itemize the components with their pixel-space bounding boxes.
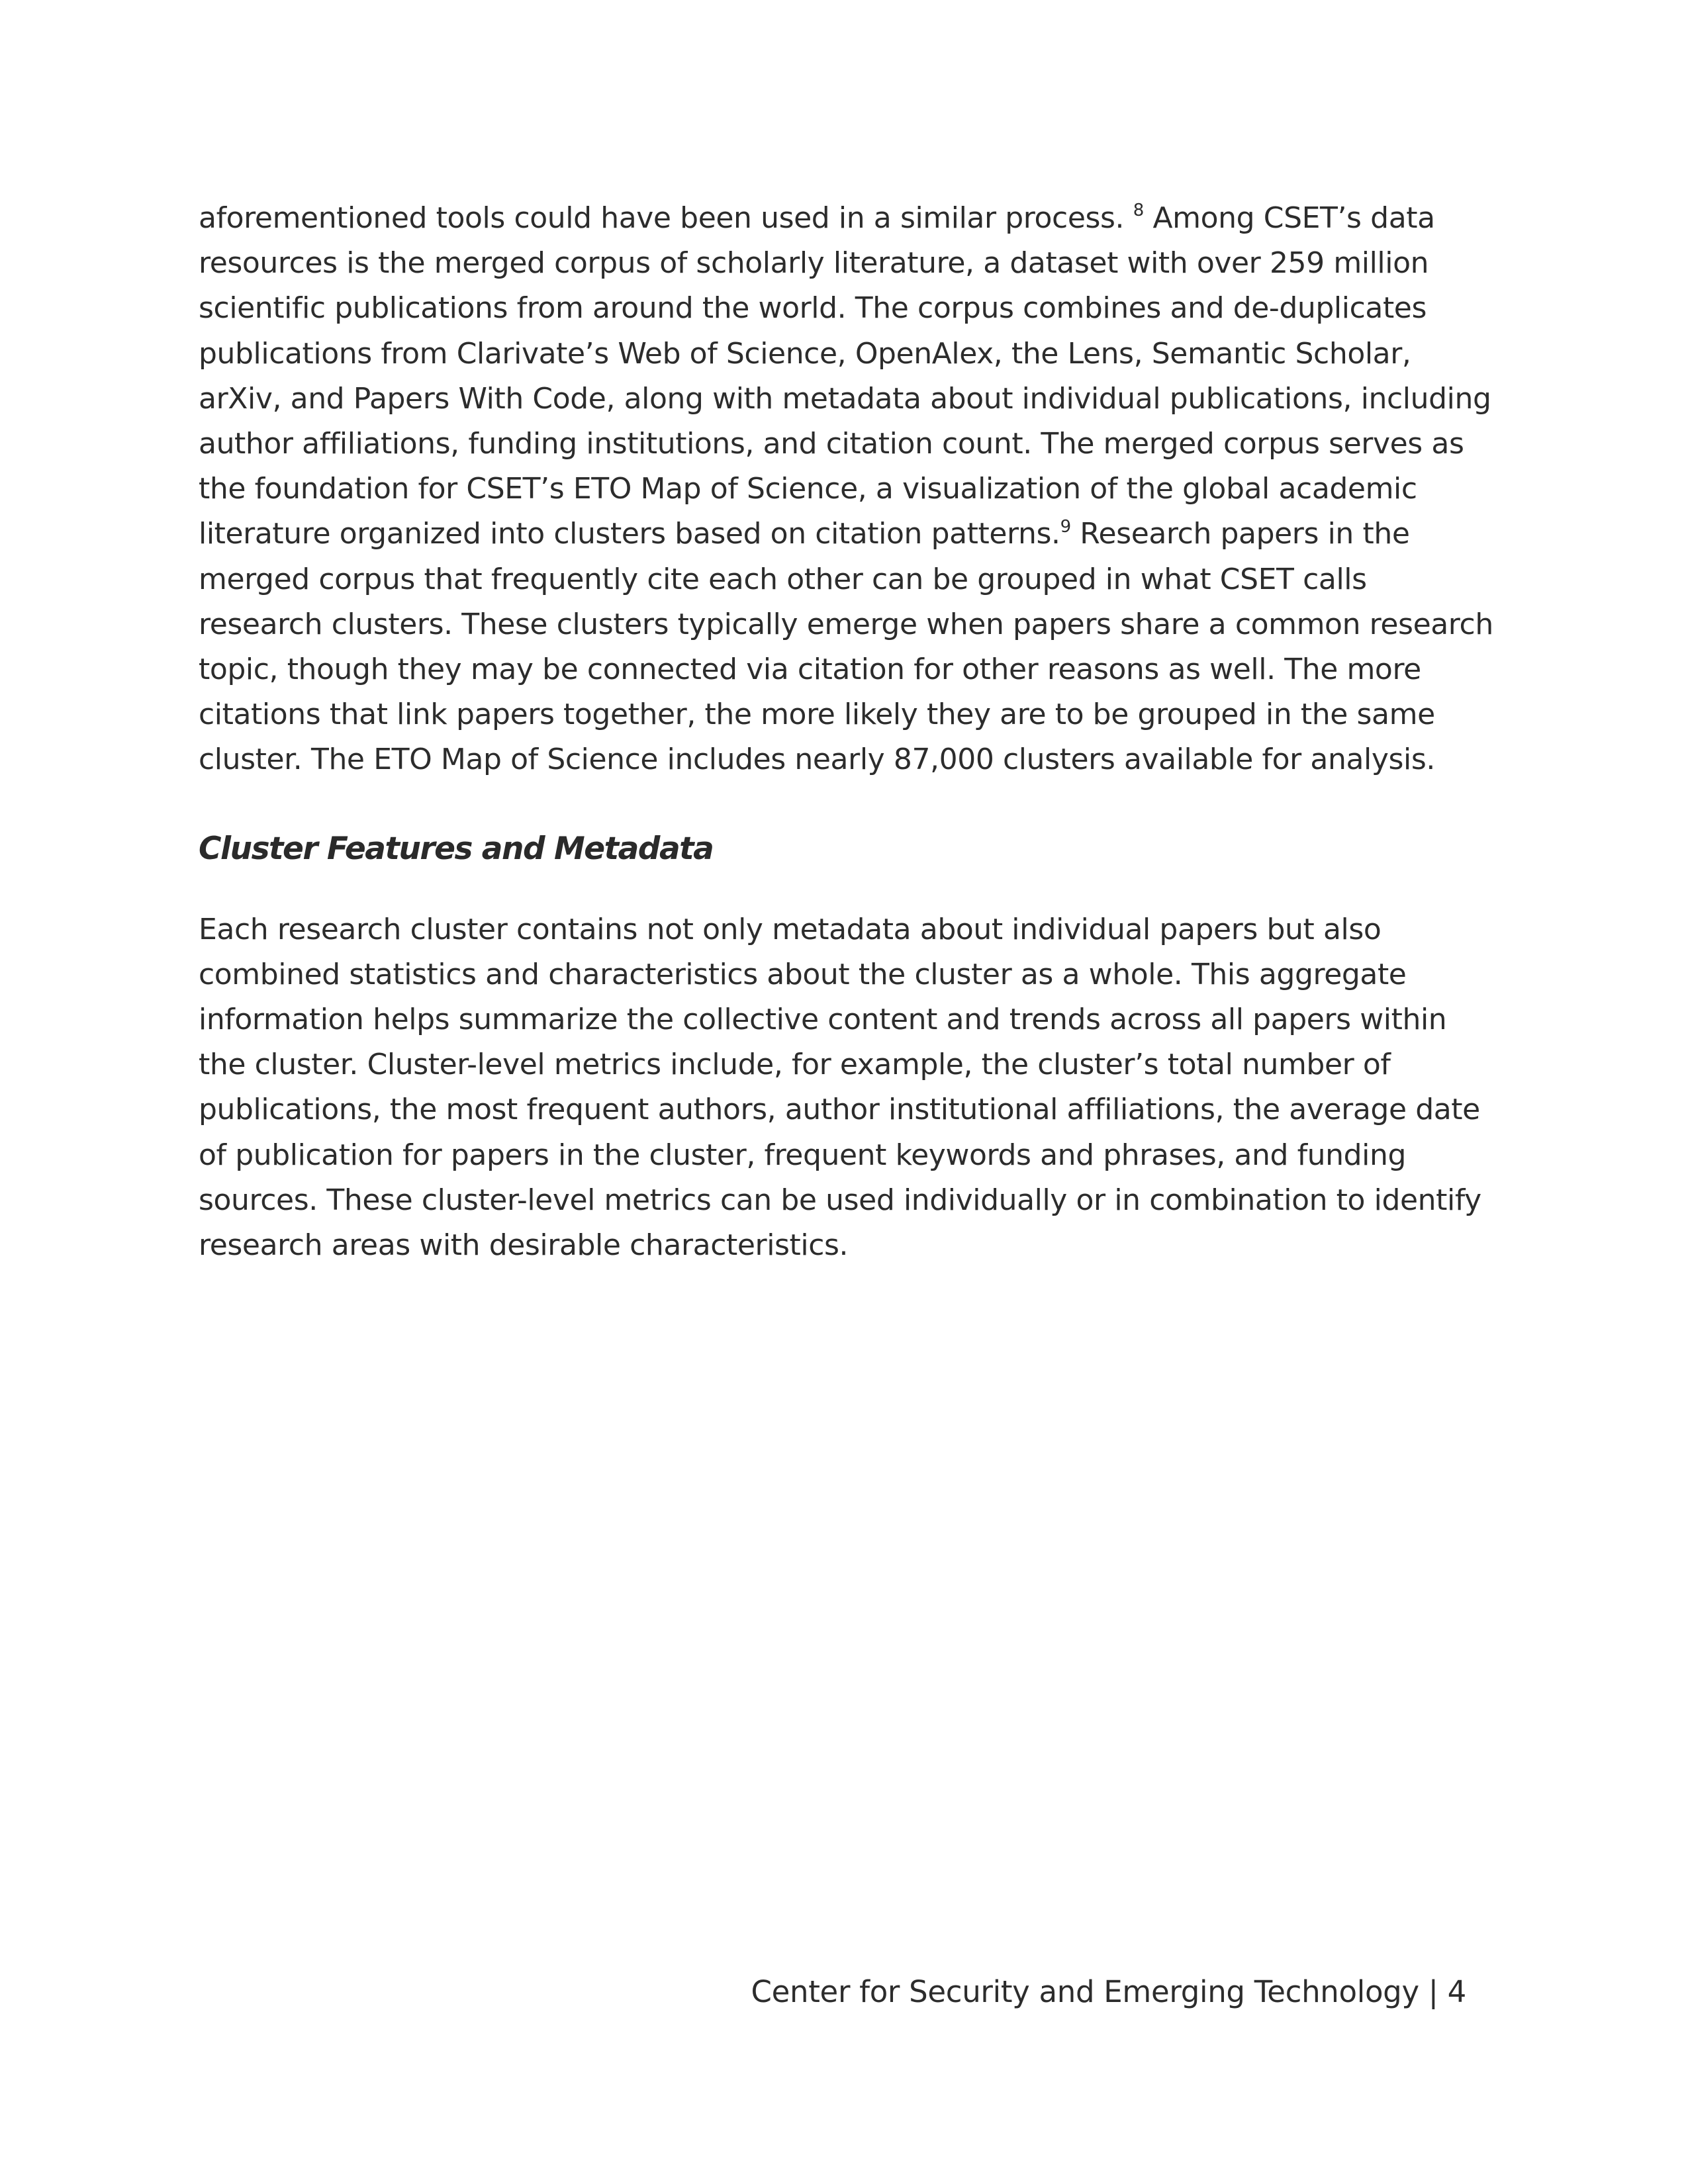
footnote-reference-8[interactable]: 8	[1133, 201, 1144, 221]
section-heading: Cluster Features and Metadata	[199, 830, 714, 867]
page-number: 4	[1447, 1974, 1466, 2009]
paragraph-text: Among CSET’s data resources is the merged corpus of scholarly literature, a dataset with over 259 million scientific publications from around the world. The corpus combines and de-duplicates publications from Clarivate’s Web of Science, OpenAlex, the Lens, Semantic Scholar, arXiv, and Papers With Code, along with metadata about individual publications, including author affiliations, funding institutions, and citation count. The merged corpus serves as the foundation for CSET’s ETO Map of Science, a visualization of the global academic literature organized into clusters based on citation patterns.	[199, 201, 1491, 551]
page-body	[199, 196, 1496, 1268]
footer-organization: Center for Security and Emerging Technology	[751, 1974, 1419, 2009]
page-footer	[0, 1972, 1466, 2012]
footnote-reference-9[interactable]: 9	[1060, 516, 1071, 537]
footer-separator: |	[1419, 1974, 1448, 2009]
body-paragraph-corpus	[199, 196, 1496, 783]
body-paragraph-cluster-features: Each research cluster contains not only metadata about individual papers but also combined statistics and characteristics about the cluster as a whole. This aggregate information helps summarize the collective content and trends across all papers within the cluster. Cluster-level metrics include, for example, the cluster’s total number of publications, the most frequent authors, author institutional affiliations, the average date of publication for papers in the cluster, frequent keywords and phrases, and funding sources. These cluster-level metrics can be used individually or in combination to identify research areas with desirable characteristics.	[199, 912, 1481, 1263]
paragraph-text: aforementioned tools could have been used in a similar process.	[199, 201, 1133, 235]
paragraph-text: Research papers in the merged corpus that frequently cite each other can be grouped in what CSET calls research clusters. These clusters typically emerge when papers share a common research topic, though they may be connected via citation for other reasons as well. The more citations that link papers together, the more likely they are to be grouped in the same cluster. The ETO Map of Science includes nearly 87,000 clusters available for analysis.	[199, 517, 1493, 777]
